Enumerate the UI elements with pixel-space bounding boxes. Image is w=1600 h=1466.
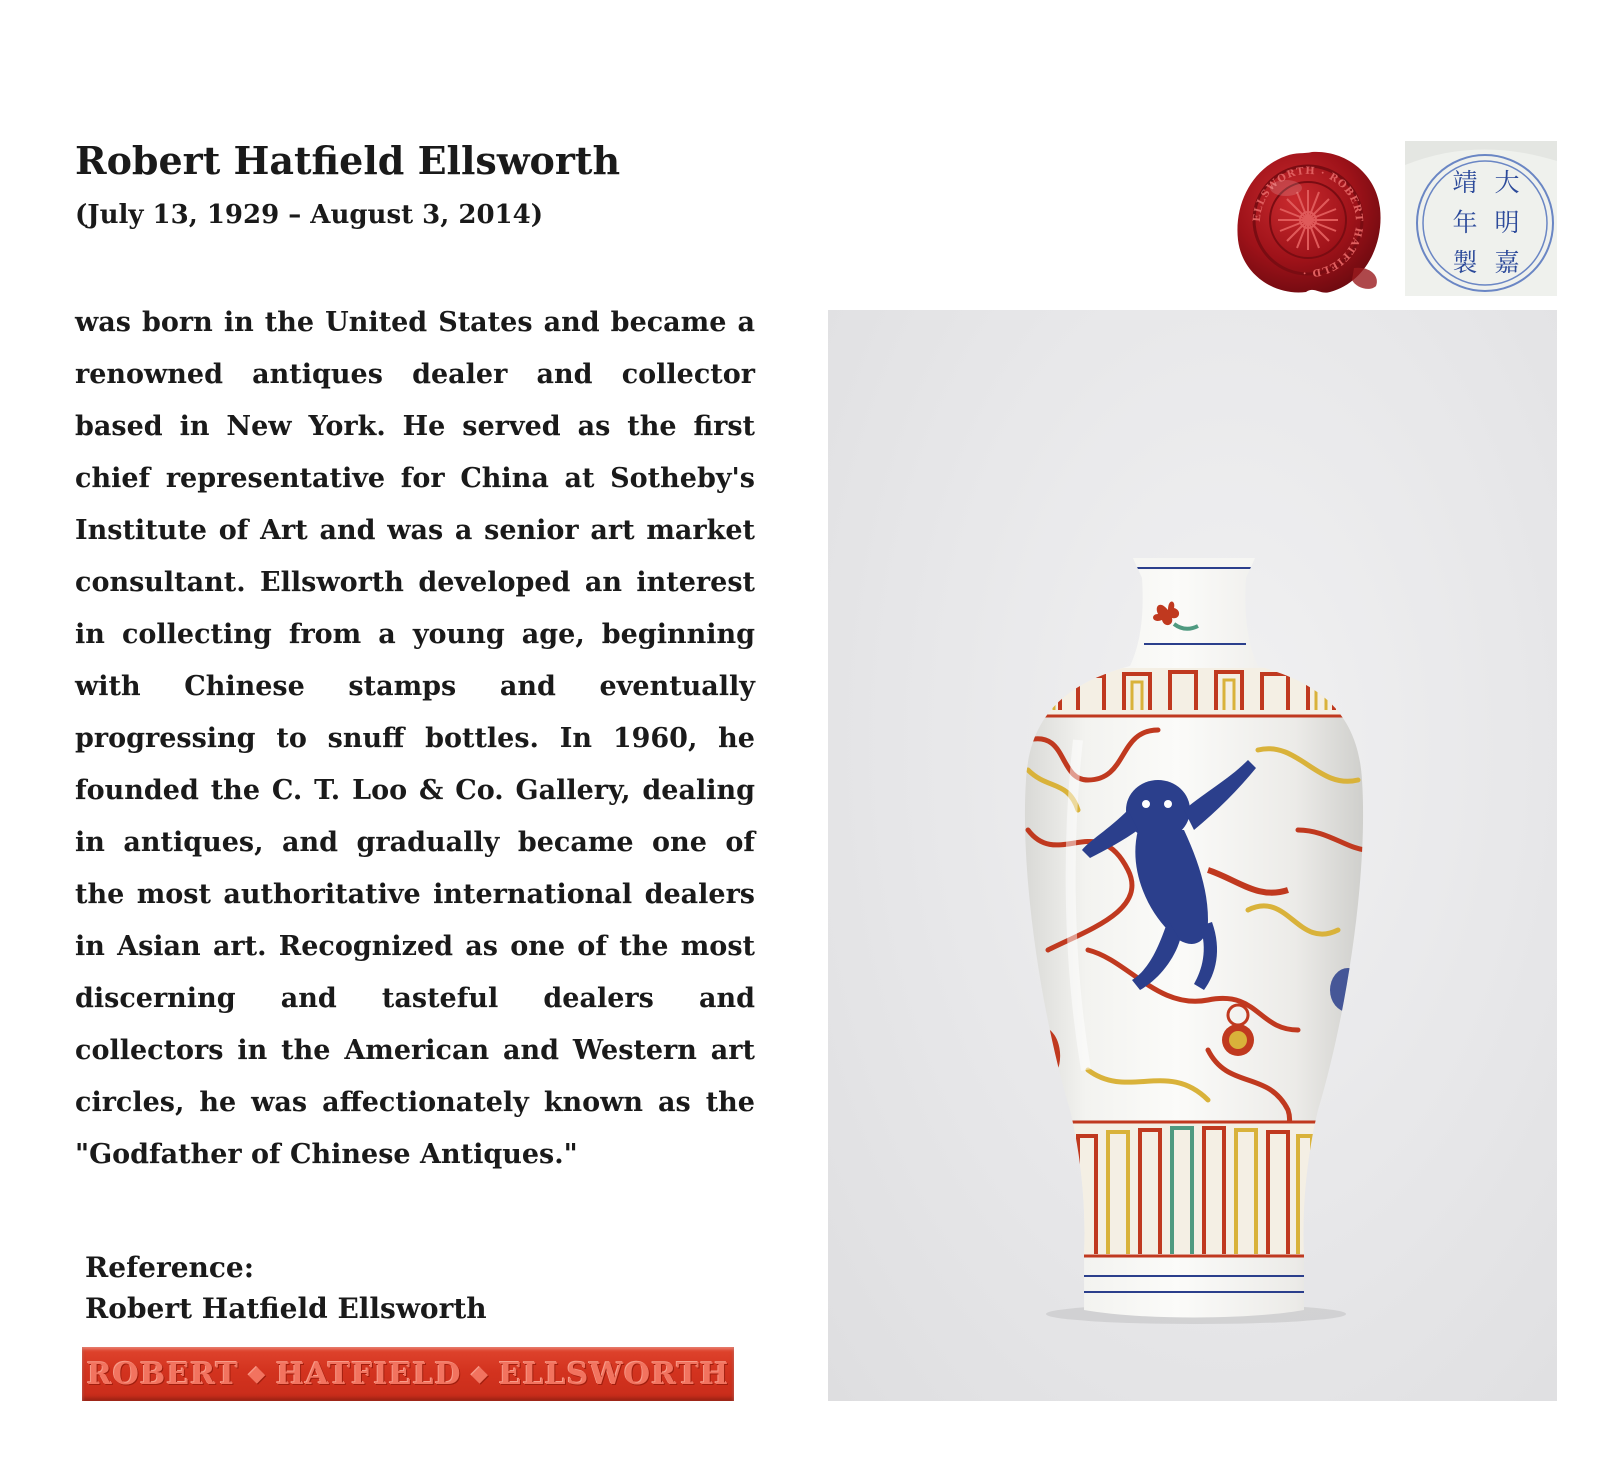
collector-label-strip [82,1347,734,1401]
strip-word-2: HATFIELD [275,1356,462,1392]
reign-mark-image [1405,141,1557,296]
life-dates: (July 13, 1929 – August 3, 2014) [75,200,544,230]
svg-text:大: 大 [1494,168,1520,197]
wax-seal-image [1234,148,1382,296]
reference-block [85,1247,487,1329]
strip-word-1: ROBERT [86,1356,239,1392]
strip-dot-icon: ◆ [248,1361,267,1387]
svg-text:明: 明 [1494,208,1520,237]
svg-text:嘉: 嘉 [1494,248,1520,277]
strip-dot-icon: ◆ [471,1361,489,1387]
svg-text:年: 年 [1452,208,1478,237]
biography-text: was born in the United States and became a renowned antiques dealer and collector based in New York. He served as the first chief representative for China at Sotheby's Institute of Art and was a senior art market consultant. Ellsworth developed an interest in collecting from a young age, beginning with Chinese stamps and eventually progressing to snuff bottles. In 1960, he founded the C. T. Loo & Co. Gallery, dealing in antiques, and gradually became one of the most authoritative international dealers in Asian art. Recognized as one of the most discerning and tasteful dealers and collectors in the American and Western art circles, he was affectionately known as the "Godfather of Chinese Antiques." [75,307,755,1170]
svg-text:靖: 靖 [1452,168,1478,197]
svg-text:ELLSWORTH · ROBERT HATFIELD ·: ELLSWORTH · ROBERT HATFIELD · [1251,165,1365,279]
svg-text:製: 製 [1452,248,1478,277]
reference-value: Robert Hatfield Ellsworth [85,1292,487,1325]
reference-label: Reference: [85,1251,255,1284]
strip-word-3: ELLSWORTH [498,1356,730,1392]
vase-photograph [828,310,1557,1401]
person-name: Robert Hatfield Ellsworth [75,138,621,183]
